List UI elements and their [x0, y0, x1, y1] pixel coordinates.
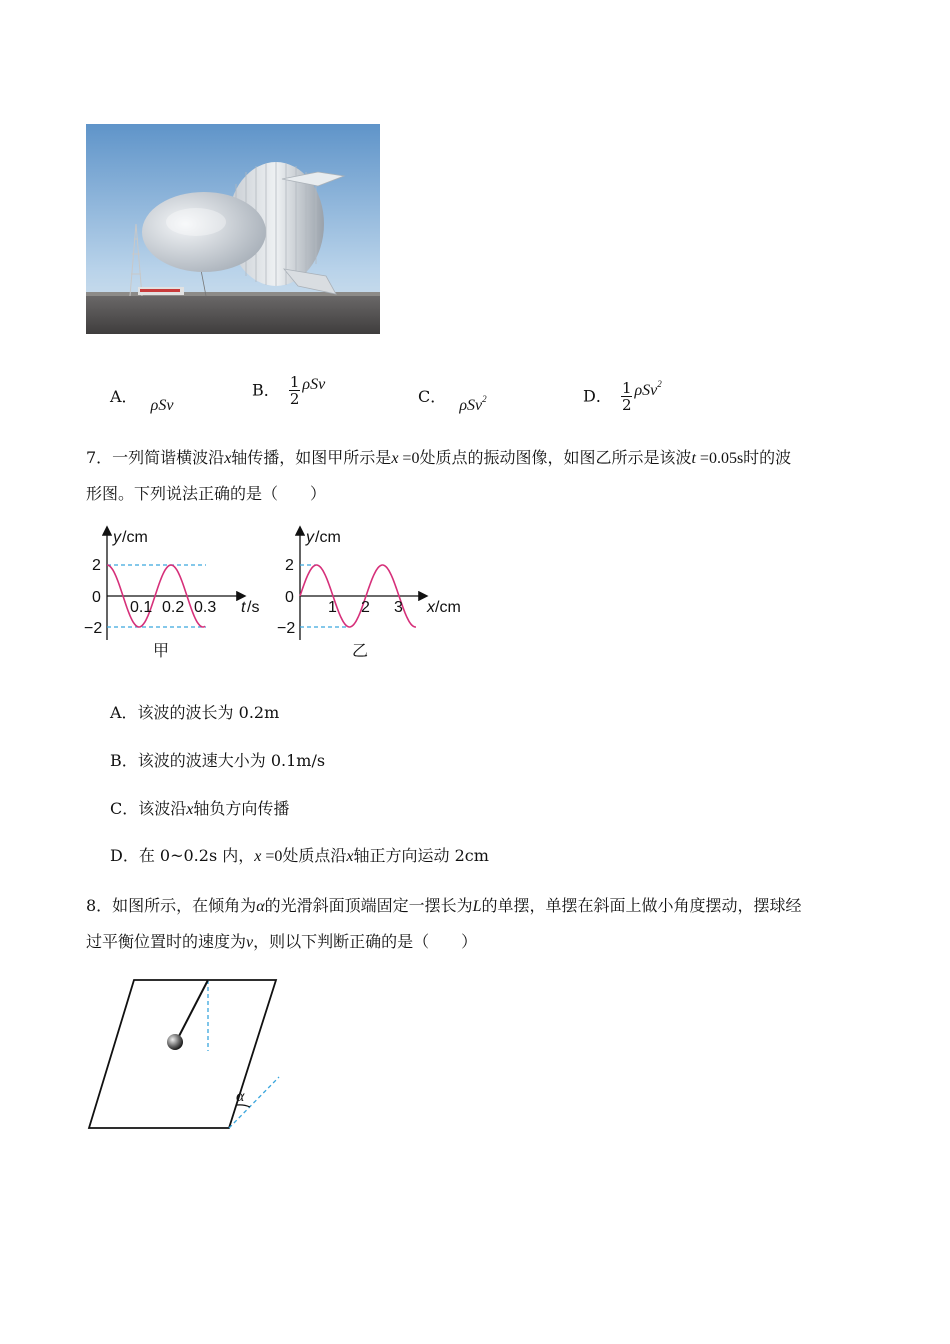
q6-option-a: A． ρSv — [110, 387, 174, 414]
waveform-graph-yi — [276, 522, 476, 662]
x-tick-1: 1 — [328, 599, 337, 616]
x-label-unit: /cm — [435, 599, 461, 616]
q8-stem-line2: 过平衡位置时的速度为v，则以下判断正确的是（ ） — [86, 932, 478, 951]
y-tick-2: 2 — [92, 557, 101, 574]
y-tick-2: 2 — [285, 557, 294, 574]
y-label-unit: /cm — [315, 529, 341, 546]
q8-stem-line1: 8．如图所示，在倾角为α的光滑斜面顶端固定一摆长为L的单摆，单摆在斜面上做小角度摆动，摆球经 — [86, 896, 802, 915]
x-label-var: x — [427, 599, 435, 616]
caption-jia: 甲 — [153, 643, 170, 660]
q6-option-d: D． $\frac{1}{2}$ ρSv$^2$ — [583, 379, 662, 414]
y-tick-neg2: −2 — [84, 620, 103, 637]
x-tick-3: 3 — [394, 599, 403, 616]
t-tick-0.2: 0.2 — [162, 599, 185, 616]
angle-arc — [237, 1105, 250, 1107]
x-tick-2: 2 — [361, 599, 370, 616]
fraction: $\frac{1}{2}$ — [621, 379, 632, 414]
q7-option-d: D．在 0~0.2s 内，x =0处质点沿x轴正方向运动 2cm — [110, 846, 489, 865]
y-tick-0: 0 — [92, 589, 101, 606]
t-label-var: t — [241, 599, 246, 616]
q7-stem-line1: 7．一列简谐横波沿x轴传播，如图甲所示是x =0处质点的振动图像，如图乙所示是该波t =0.05s时的波 — [86, 448, 792, 467]
fraction: $\frac{1}{2}$ — [289, 373, 300, 408]
y-label-var: y — [306, 529, 314, 546]
incline-pendulum-figure — [86, 975, 296, 1135]
t-label-unit: /s — [247, 599, 260, 616]
y-tick-0: 0 — [285, 589, 294, 606]
pendulum-ball — [167, 1034, 183, 1050]
q7-option-c: C．该波沿x轴负方向传播 — [110, 799, 290, 818]
angle-label-alpha: α — [236, 1088, 245, 1105]
wind-turbine-photo — [86, 124, 380, 334]
q6-option-c: C． ρSv$^2$ — [418, 387, 487, 414]
t-tick-0.3: 0.3 — [194, 599, 217, 616]
q7-stem-line2: 形图。下列说法正确的是（ ） — [86, 484, 327, 503]
q6-option-b: B． $\frac{1}{2}$ ρSv — [252, 373, 326, 408]
t-tick-0.1: 0.1 — [130, 599, 153, 616]
q7-option-a: A．该波的波长为 0.2m — [110, 703, 280, 722]
y-label-unit: /cm — [122, 529, 148, 546]
q7-option-b: B．该波的波速大小为 0.1m/s — [110, 751, 326, 770]
y-tick-neg2: −2 — [277, 620, 296, 637]
caption-yi: 乙 — [352, 643, 369, 660]
y-label-var: y — [113, 529, 121, 546]
vibration-graph-jia — [86, 522, 276, 662]
pendulum-string — [177, 980, 208, 1040]
